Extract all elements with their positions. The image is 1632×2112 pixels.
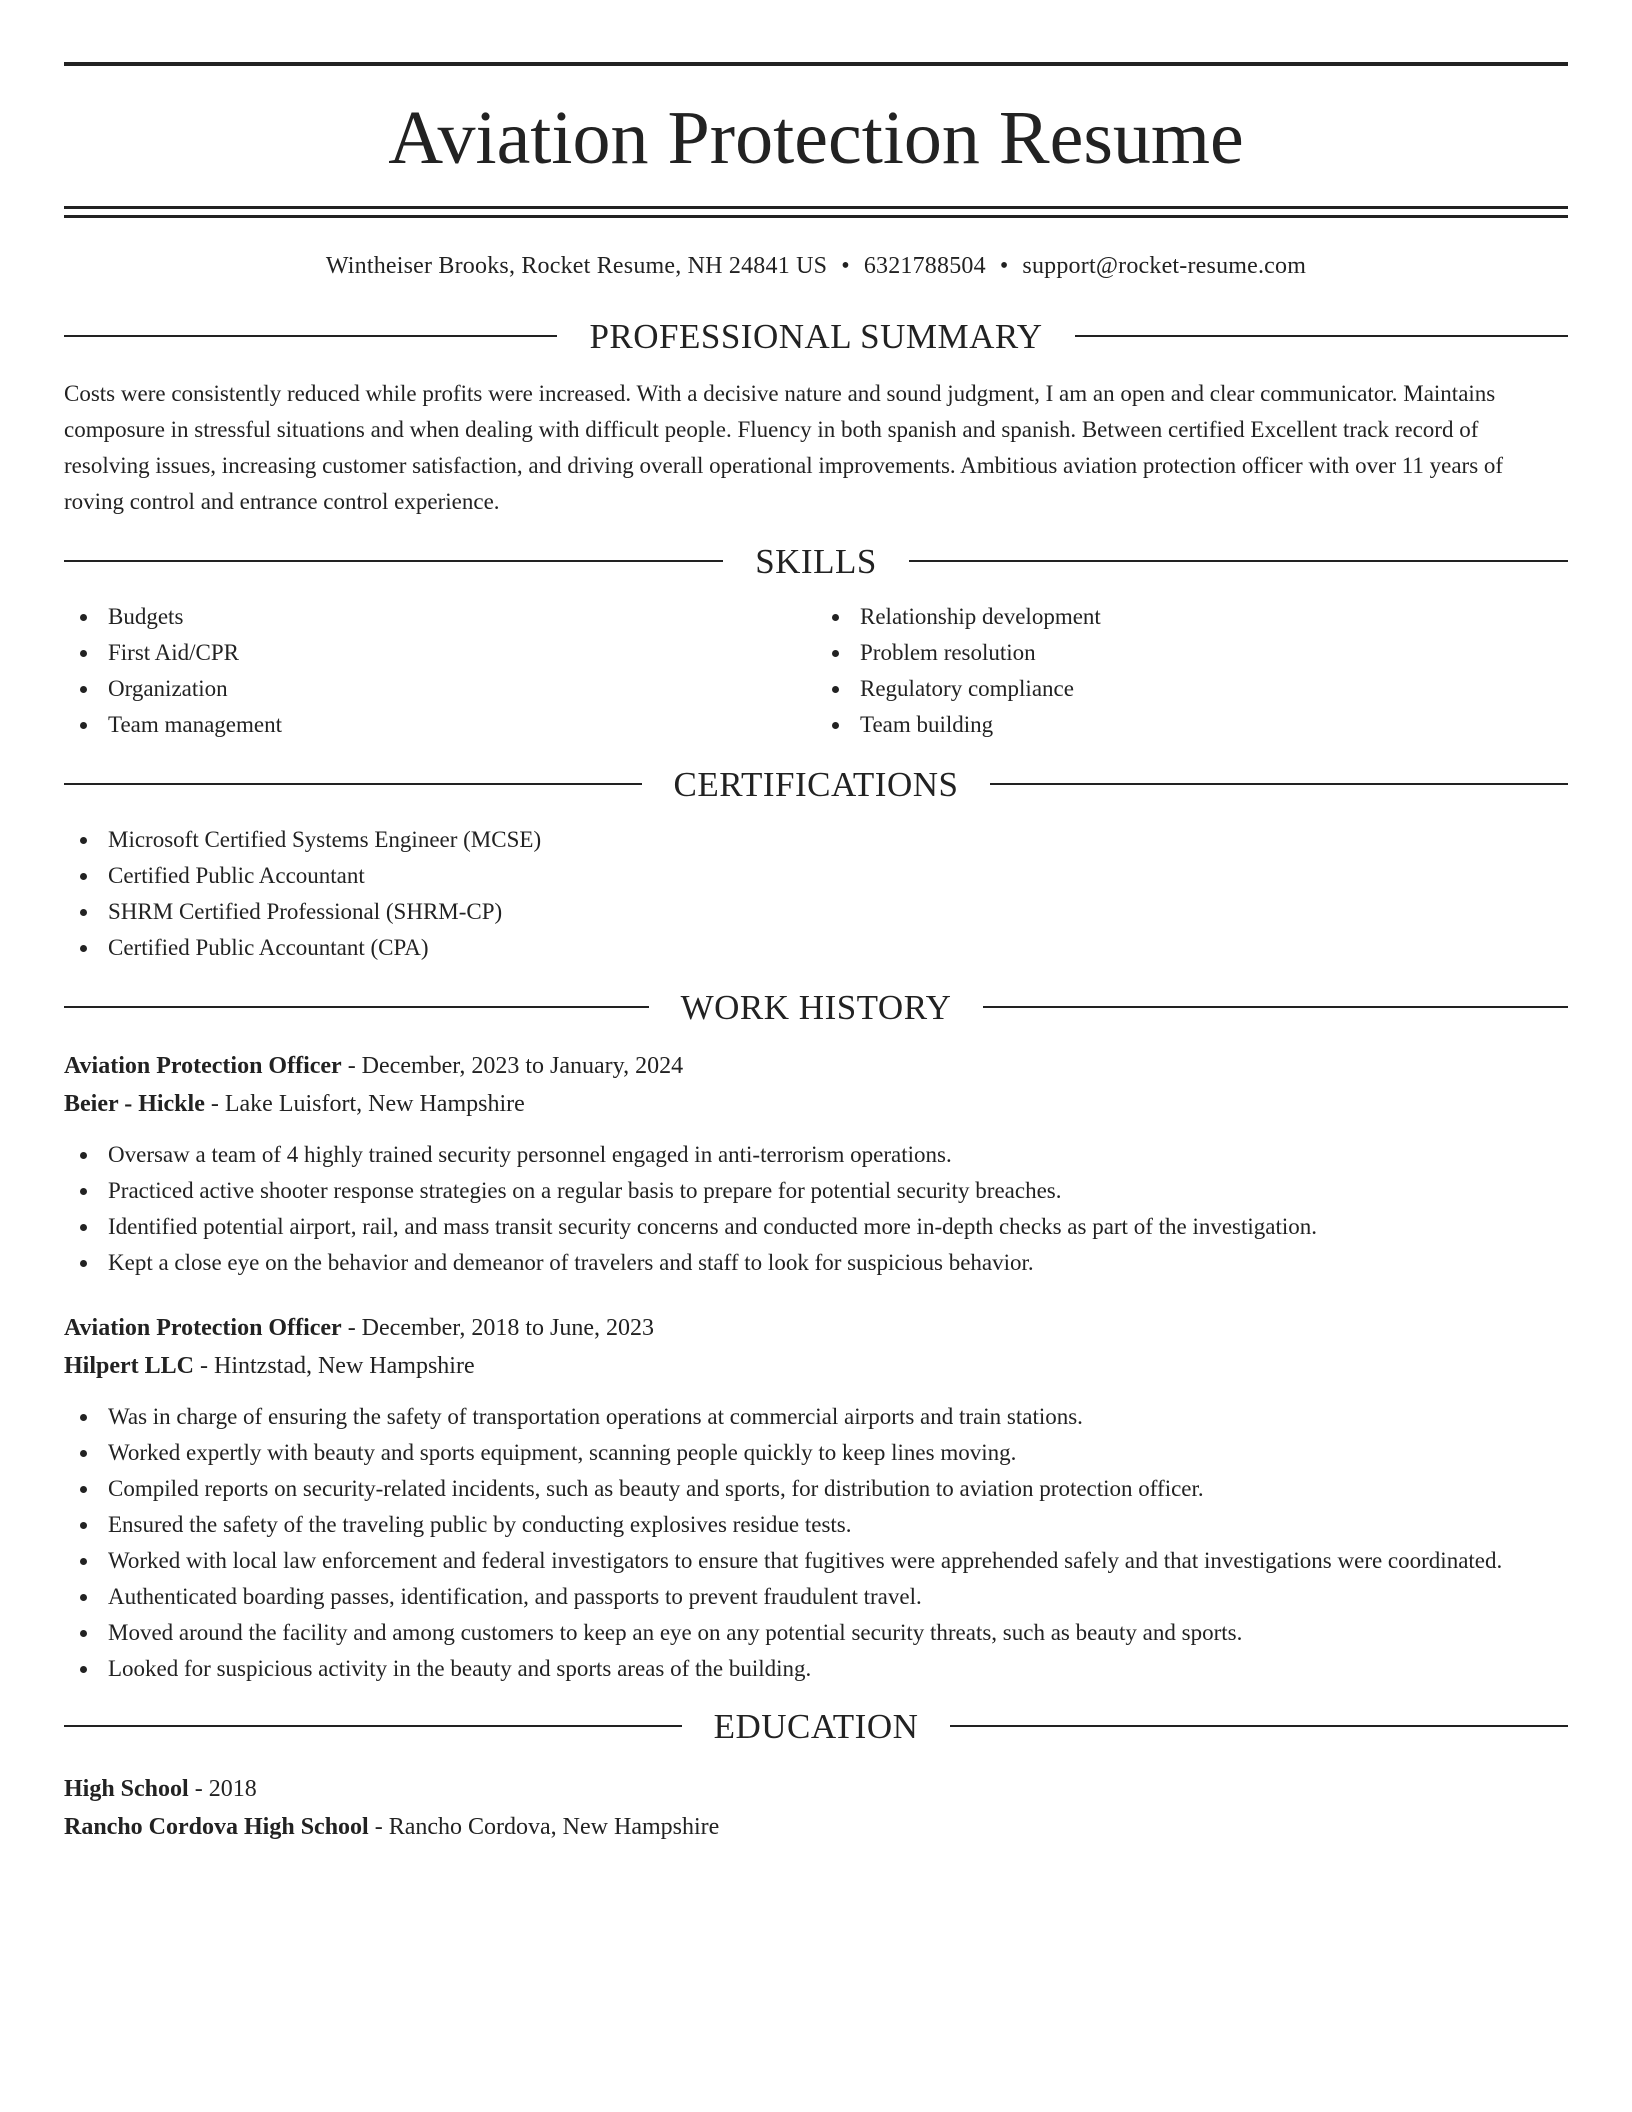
job-company: Beier - Hickle <box>64 1090 205 1117</box>
skill-item: Organization <box>64 671 816 707</box>
section-title-summary: PROFESSIONAL SUMMARY <box>589 316 1043 356</box>
job-bullet: Worked expertly with beauty and sports equipment, scanning people quickly to keep lines moving. <box>64 1435 1568 1471</box>
contact-phone: 6321788504 <box>863 253 986 279</box>
divider-line <box>1075 335 1568 337</box>
job-bullet: Ensured the safety of the traveling public by conducting explosives residue tests. <box>64 1507 1568 1543</box>
job-bullet: Worked with local law enforcement and federal investigators to ensure that fugitives were apprehended safely and that investigations were coordinated. <box>64 1543 1568 1579</box>
education-entry <box>64 1770 1568 1846</box>
job-bullet: Practiced active shooter response strategies on a regular basis to prepare for potential security breaches. <box>64 1173 1568 1209</box>
job-dates: - December, 2018 to June, 2023 <box>341 1314 654 1341</box>
job-company-line <box>64 1347 1568 1385</box>
job-dates: - December, 2023 to January, 2024 <box>341 1052 684 1079</box>
skills-list-left <box>64 599 816 743</box>
education-degree-line <box>64 1770 1568 1808</box>
job-title-line <box>64 1047 1568 1085</box>
education-school: Rancho Cordova High School <box>64 1813 369 1840</box>
skill-item: Relationship development <box>816 599 1568 635</box>
skills-list-right <box>816 599 1568 743</box>
certification-item: SHRM Certified Professional (SHRM-CP) <box>64 894 1568 930</box>
top-rule <box>64 62 1568 66</box>
section-title-certifications: CERTIFICATIONS <box>673 764 959 804</box>
job-bullets <box>64 1137 1568 1281</box>
job-bullet: Moved around the facility and among customers to keep an eye on any potential security threats, such as beauty and sports. <box>64 1615 1568 1651</box>
job-entry <box>64 1047 1568 1281</box>
job-bullets <box>64 1399 1568 1687</box>
job-company: Hilpert LLC <box>64 1352 194 1379</box>
job-entry <box>64 1309 1568 1687</box>
education-degree: High School <box>64 1775 189 1802</box>
divider-line <box>64 1006 649 1008</box>
section-header-work <box>64 987 1568 1027</box>
certifications-list <box>64 822 1568 966</box>
contact-address: Wintheiser Brooks, Rocket Resume, NH 24841 US <box>325 253 828 279</box>
section-title-education: EDUCATION <box>713 1706 919 1746</box>
title-double-rule <box>64 206 1568 218</box>
skill-item: Regulatory compliance <box>816 671 1568 707</box>
section-header-education <box>64 1706 1568 1746</box>
job-title-line <box>64 1309 1568 1347</box>
section-header-summary <box>64 316 1568 356</box>
skill-item: Problem resolution <box>816 635 1568 671</box>
certification-item: Microsoft Certified Systems Engineer (MCSE) <box>64 822 1568 858</box>
education-year: - 2018 <box>188 1775 257 1802</box>
divider-line <box>983 1006 1568 1008</box>
job-location: - Hintzstad, New Hampshire <box>194 1352 475 1379</box>
section-header-certifications <box>64 764 1568 804</box>
divider-line <box>64 1725 682 1727</box>
education-school-line <box>64 1808 1568 1846</box>
section-title-work: WORK HISTORY <box>680 987 952 1027</box>
job-bullet: Identified potential airport, rail, and mass transit security concerns and conducted more in-depth checks as part of the investigation. <box>64 1209 1568 1245</box>
divider-line <box>64 335 557 337</box>
job-title: Aviation Protection Officer <box>64 1314 342 1341</box>
skills-grid <box>64 579 1568 743</box>
skill-item: Team building <box>816 707 1568 743</box>
skill-item: Budgets <box>64 599 816 635</box>
section-header-skills <box>64 541 1568 581</box>
job-title: Aviation Protection Officer <box>64 1052 342 1079</box>
summary-text: Costs were consistently reduced while profits were increased. With a decisive nature and sound judgment, I am an open and clear communicator. Maintains composure in stressful situations and when dealing with difficult people. Fluency in both spanish and spanish. Between certified Excellent track record of resolving issues, increasing customer satisfaction, and driving overall operational improvements. Ambitious aviation protection officer with over 11 years of roving control and entrance control experience. <box>64 380 1504 514</box>
contact-separator: • <box>841 253 850 279</box>
job-bullet: Looked for suspicious activity in the beauty and sports areas of the building. <box>64 1651 1568 1687</box>
divider-line <box>909 560 1568 562</box>
resume-title: Aviation Protection Resume <box>388 96 1244 180</box>
job-bullet: Was in charge of ensuring the safety of transportation operations at commercial airports and train stations. <box>64 1399 1568 1435</box>
divider-line <box>950 1725 1568 1727</box>
contact-email: support@rocket-resume.com <box>1022 253 1307 279</box>
job-bullet: Oversaw a team of 4 highly trained security personnel engaged in anti-terrorism operations. <box>64 1137 1568 1173</box>
job-bullet: Compiled reports on security-related incidents, such as beauty and sports, for distribution to aviation protection officer. <box>64 1471 1568 1507</box>
job-bullet: Kept a close eye on the behavior and demeanor of travelers and staff to look for suspicious behavior. <box>64 1245 1568 1281</box>
certification-item: Certified Public Accountant <box>64 858 1568 894</box>
contact-separator: • <box>999 253 1009 279</box>
education-location: - Rancho Cordova, New Hampshire <box>368 1813 720 1840</box>
divider-line <box>64 560 723 562</box>
divider-line <box>990 783 1568 785</box>
contact-line <box>64 252 1568 281</box>
job-location: - Lake Luisfort, New Hampshire <box>204 1090 525 1117</box>
skill-item: First Aid/CPR <box>64 635 816 671</box>
section-title-skills: SKILLS <box>755 541 877 581</box>
job-company-line <box>64 1085 1568 1123</box>
skill-item: Team management <box>64 707 816 743</box>
certification-item: Certified Public Accountant (CPA) <box>64 930 1568 966</box>
job-bullet: Authenticated boarding passes, identification, and passports to prevent fraudulent travel. <box>64 1579 1568 1615</box>
divider-line <box>64 783 642 785</box>
